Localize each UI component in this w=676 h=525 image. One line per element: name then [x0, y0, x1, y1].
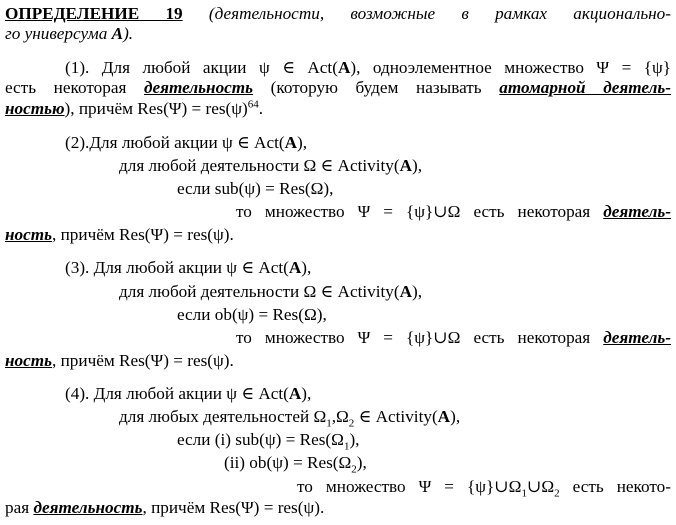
- definition-intro: (деятельности, возможные в рамках акционально-: [208, 4, 671, 23]
- clause-4-line-2: для любых деятельностей $\Omega_1,\Omega_2$ ∈ Activity(A),: [119, 407, 461, 430]
- clause-1-line-1: (1). Для любой акции ψ ∈ Act(A), одноэлементное множество Ψ = {ψ}: [65, 58, 672, 77]
- footnote-ref: 64: [247, 98, 259, 111]
- definition-heading: ОПРЕДЕЛЕНИЕ 19: [5, 4, 183, 23]
- clause-1-line-3: ностью), причём $Res(\Psi) = res(\psi)^{64}$.: [5, 98, 264, 118]
- clause-2-line-1: (2).Для любой акции ψ ∈ Act(A),: [65, 133, 308, 152]
- clause-1-line-2: есть некоторая деятельность (которую будем называть атомарной деятель-: [5, 78, 672, 97]
- clause-4-line-3: если (i) $sub(\psi) = Res(\Omega_1)$,: [177, 430, 360, 453]
- clause-3-line-4: то множество Ψ = {ψ}∪Ω есть некоторая деятель-: [236, 328, 671, 347]
- clause-2-line-4: то множество Ψ = {ψ}∪Ω есть некоторая деятель-: [236, 202, 671, 221]
- clause-4-line-5: то множество $\Psi = \{\psi\}\cup\Omega_1\cup\Omega_2$ есть некото-: [297, 477, 671, 500]
- clause-2-line-5: ность, причём Res(Ψ) = res(ψ).: [5, 225, 234, 244]
- clause-4-line-1: (4). Для любой акции ψ ∈ Act(A),: [65, 384, 312, 403]
- definition-line-1: [5, 3, 671, 25]
- definition-line-2: го универсума A).: [5, 24, 134, 43]
- clause-3-line-2: для любой деятельности Ω ∈ Activity(A),: [119, 282, 423, 301]
- clause-3-line-3: если ob(ψ) = Res(Ω),: [177, 305, 327, 324]
- clause-4-line-4: (ii) $ob(\psi) = Res(\Omega_2)$,: [224, 453, 367, 476]
- term-activity: деятельность: [144, 78, 254, 97]
- clause-4-line-6: рая деятельность, причём Res(Ψ) = res(ψ).: [5, 498, 325, 517]
- clause-2-line-2: для любой деятельности Ω ∈ Activity(A),: [119, 156, 423, 175]
- clause-3-line-1: (3). Для любой акции ψ ∈ Act(A),: [65, 258, 312, 277]
- clause-2-line-3: если sub(ψ) = Res(Ω),: [177, 179, 334, 198]
- clause-3-line-5: ность, причём Res(Ψ) = res(ψ).: [5, 351, 234, 370]
- term-atomic-activity: атомарной деятель-: [499, 78, 672, 97]
